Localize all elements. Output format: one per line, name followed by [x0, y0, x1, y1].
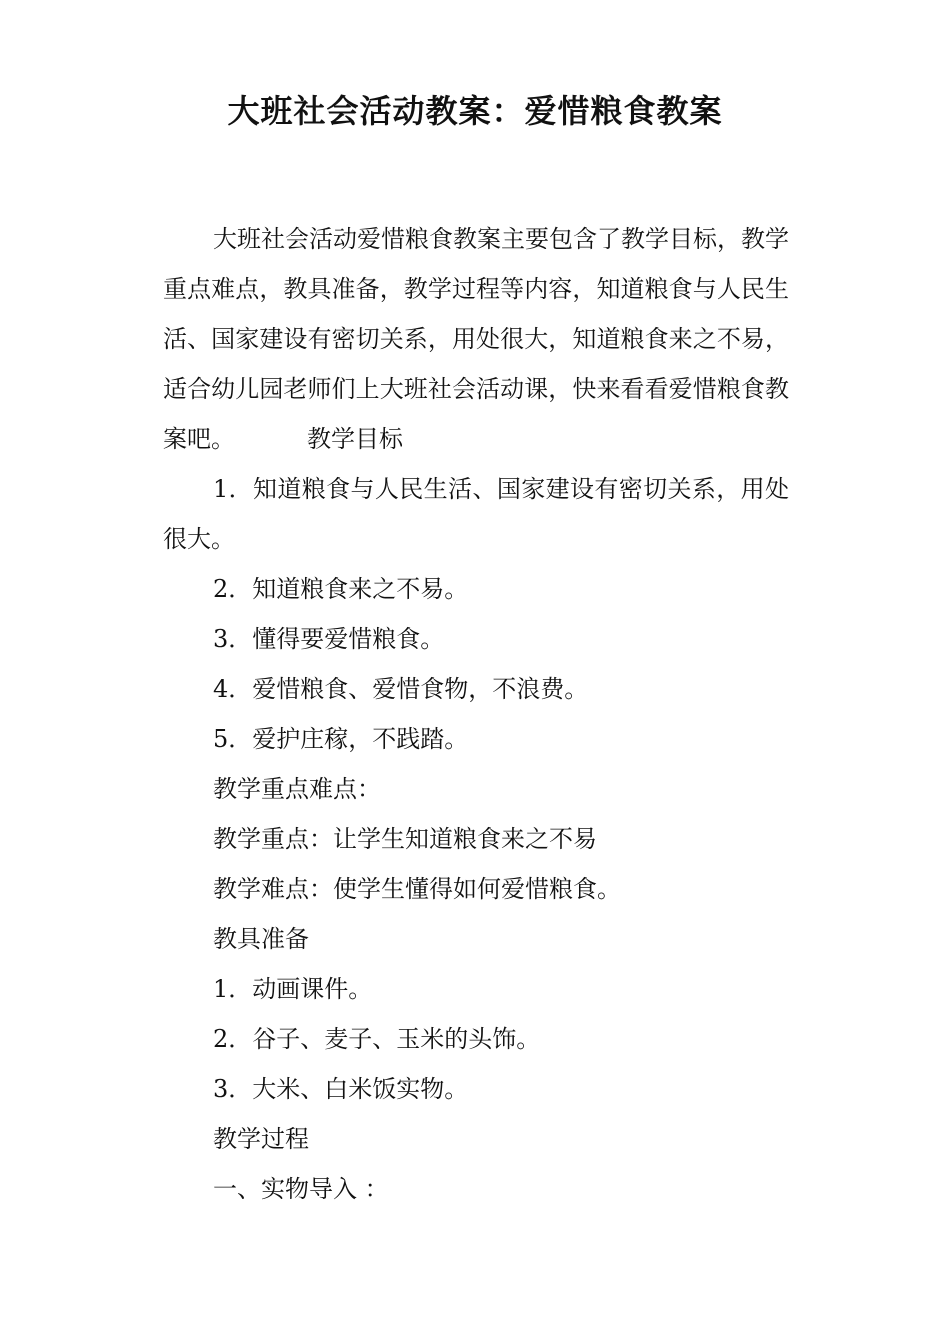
key-point: 教学重点：让学生知道粮食来之不易 — [213, 825, 597, 853]
document-title: 大班社会活动教案：爱惜粮食教案 — [227, 92, 723, 130]
key-points-heading: 教学重点难点： — [213, 775, 381, 803]
intro-paragraph — [163, 214, 789, 464]
material-item-2: 2．谷子、麦子、玉米的头饰。 — [213, 1025, 541, 1053]
goal-item-4: 4．爱惜粮食、爱惜食物，不浪费。 — [213, 675, 589, 703]
document-body — [163, 214, 789, 1214]
goal-item-1: 1．知道粮食与人民生活、国家建设有密切关系，用处很大。 — [163, 475, 789, 553]
goal-item-2: 2．知道粮食来之不易。 — [213, 575, 469, 603]
process-heading: 教学过程 — [213, 1125, 309, 1153]
difficult-point: 教学难点：使学生懂得如何爱惜粮食。 — [213, 875, 621, 903]
material-item-3: 3．大米、白米饭实物。 — [213, 1075, 469, 1103]
process-step-1: 一、实物导入 ： — [213, 1175, 389, 1203]
materials-heading: 教具准备 — [213, 925, 309, 953]
intro-text: 大班社会活动爱惜粮食教案主要包含了教学目标，教学重点难点，教具准备，教学过程等内容，知道粮食与人民生活、国家建设有密切关系，用处很大，知道粮食来之不易，适合幼儿园老师们上大班社会活动课，快来看看爱惜粮食教案吧。 — [163, 225, 789, 453]
goals-heading: 教学目标 — [307, 425, 403, 453]
material-item-1: 1．动画课件。 — [213, 975, 373, 1003]
goal-item-3: 3．懂得要爱惜粮食。 — [213, 625, 445, 653]
goal-item-5: 5．爱护庄稼，不践踏。 — [213, 725, 469, 753]
